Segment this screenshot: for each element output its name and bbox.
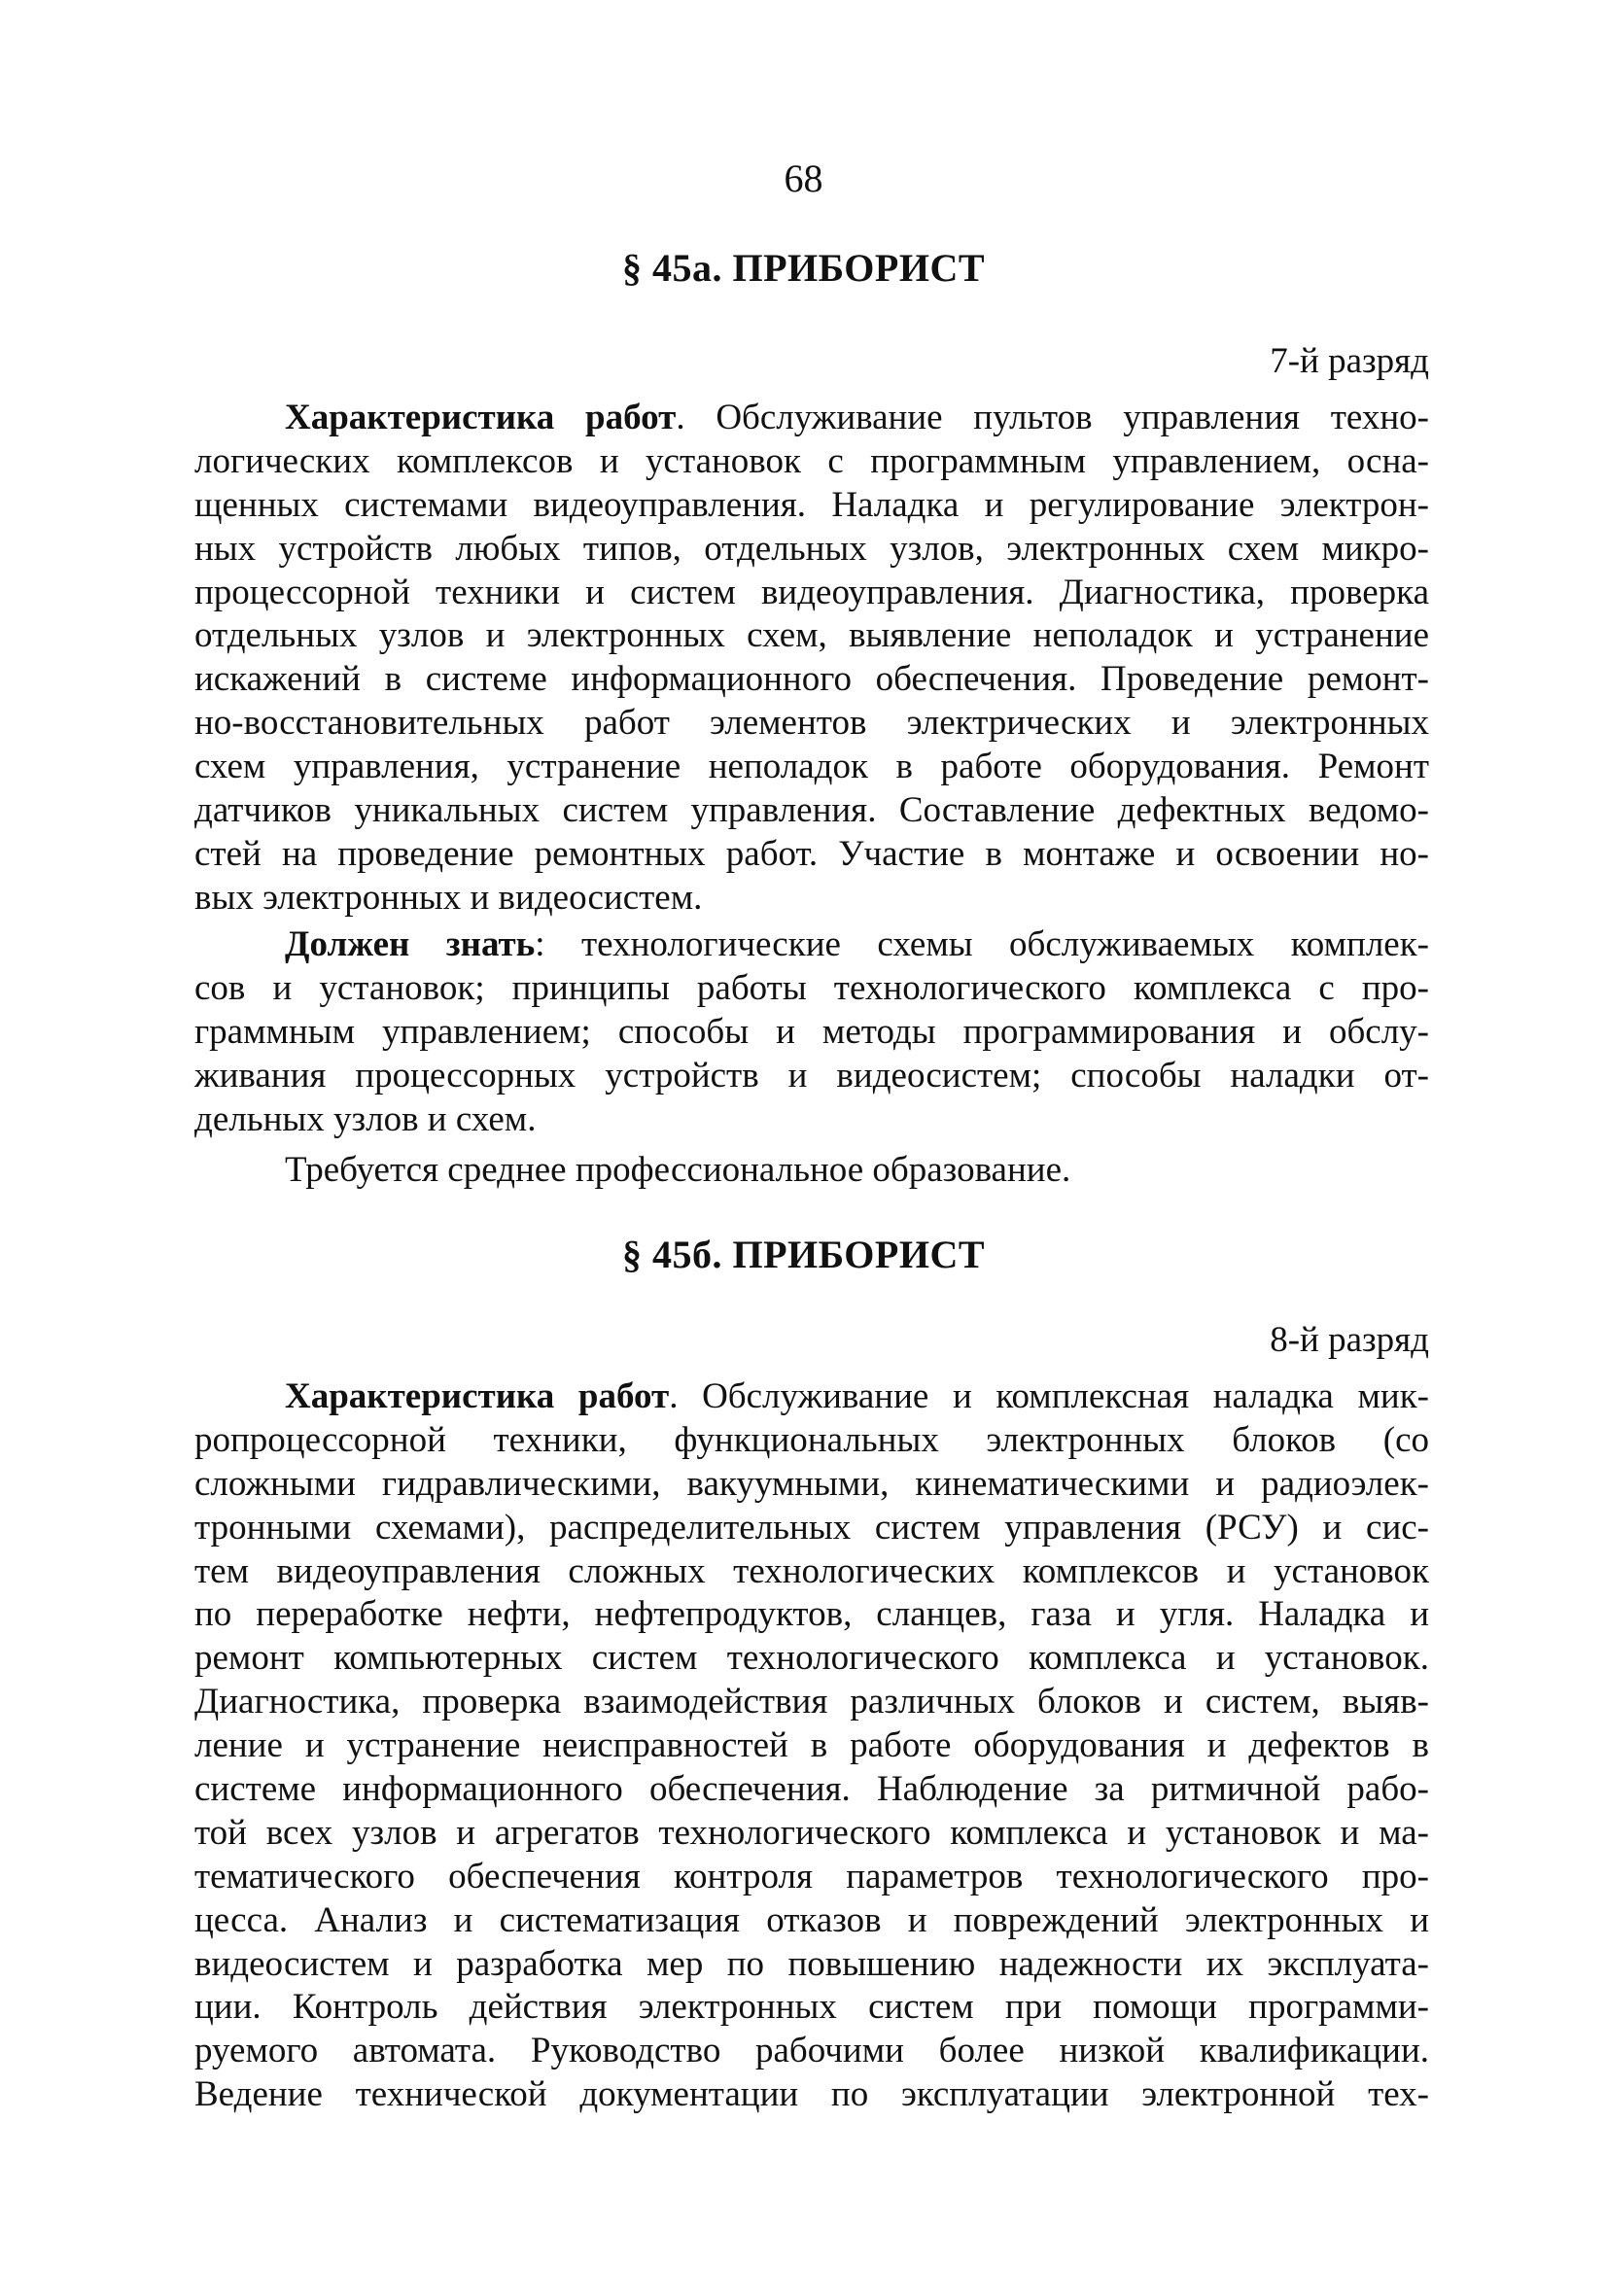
paragraph-line: сов и установок; принципы работы технологического комплекса с про- xyxy=(194,967,1429,1008)
paragraph-line: отдельных узлов и электронных схем, выявление неполадок и устранение xyxy=(194,615,1429,656)
paragraph-line: живания процессорных устройств и видеосистем; способы наладки от- xyxy=(194,1055,1429,1096)
paragraph-line: логических комплексов и установок с программным управлением, осна- xyxy=(194,440,1429,481)
paragraph-line: стей на проведение ремонтных работ. Участие в монтаже и освоении но- xyxy=(194,833,1429,874)
paragraph-line: процессорной техники и систем видеоуправления. Диагностика, проверка xyxy=(194,572,1429,612)
paragraph-lead: Характеристика работ xyxy=(285,1376,670,1416)
paragraph-line: видеосистем и разработка мер по повышению надежности их эксплуата- xyxy=(194,1943,1429,1984)
paragraph-line: датчиков уникальных систем управления. Составление дефектных ведомо- xyxy=(194,790,1429,831)
paragraph-must-know xyxy=(194,923,1429,1141)
page-number: 68 xyxy=(784,157,823,200)
paragraph-work-characteristics xyxy=(194,1375,1429,2117)
paragraph-line: дельных узлов и схем. xyxy=(194,1098,537,1139)
section-heading-45a: § 45а. ПРИБОРИСТ xyxy=(621,246,986,290)
paragraph-line: Ведение технической документации по эксплуатации электронной тех- xyxy=(194,2074,1429,2115)
paragraph-line: ных устройств любых типов, отдельных узлов, электронных схем микро- xyxy=(194,528,1429,569)
paragraph-line: системе информационного обеспечения. Наблюдение за ритмичной рабо- xyxy=(194,1769,1429,1810)
paragraph-line: той всех узлов и агрегатов технологического комплекса и установок и ма- xyxy=(194,1812,1429,1853)
paragraph-line: цесса. Анализ и систематизация отказов и повреждений электронных и xyxy=(194,1899,1429,1940)
grade-label: 8-й разряд xyxy=(1270,1320,1429,1360)
paragraph-line: щенных системами видеоуправления. Наладка и регулирование электрон- xyxy=(194,484,1429,525)
paragraph-education xyxy=(194,1149,1429,1193)
paragraph-line: сложными гидравлическими, вакуумными, кинематическими и радиоэлек- xyxy=(194,1463,1429,1504)
paragraph-line: граммным управлением; способы и методы программирования и обслу- xyxy=(194,1011,1429,1052)
paragraph-line: Характеристика работ. Обслуживание пультов управления техно- xyxy=(285,398,1429,437)
paragraph-line: тематического обеспечения контроля параметров технологического про- xyxy=(194,1856,1429,1896)
paragraph-lead: Должен знать xyxy=(285,924,536,964)
paragraph-line: но-восстановительных работ элементов электрических и электронных xyxy=(194,703,1429,744)
grade-label: 7-й разряд xyxy=(1270,341,1429,381)
paragraph-line: тем видеоуправления сложных технологических комплексов и установок xyxy=(194,1550,1429,1591)
paragraph-line: ропроцессорной техники, функциональных электронных блоков (со xyxy=(194,1419,1429,1460)
paragraph-line: Характеристика работ. Обслуживание и комплексная наладка мик- xyxy=(285,1376,1429,1416)
paragraph-line: искажений в системе информационного обеспечения. Проведение ремонт- xyxy=(194,659,1429,700)
paragraph-line: Диагностика, проверка взаимодействия различных блоков и систем, выяв- xyxy=(194,1682,1429,1722)
paragraph-line: Требуется среднее профессиональное образование. xyxy=(285,1150,1071,1190)
paragraph-line: схем управления, устранение неполадок в работе оборудования. Ремонт xyxy=(194,747,1429,787)
paragraph-work-characteristics xyxy=(194,397,1429,921)
paragraph-line: ции. Контроль действия электронных систем при помощи программи- xyxy=(194,1987,1429,2028)
paragraph-lead: Характеристика работ xyxy=(285,398,677,437)
paragraph-line: ремонт компьютерных систем технологического комплекса и установок. xyxy=(194,1638,1429,1679)
paragraph-line: ление и устранение неисправностей в работе оборудования и дефектов в xyxy=(194,1725,1429,1766)
paragraph-line: тронными схемами), распределительных систем управления (РСУ) и сис- xyxy=(194,1507,1429,1548)
paragraph-line: руемого автомата. Руководство рабочими более низкой квалификации. xyxy=(194,2031,1429,2071)
paragraph-line: по переработке нефти, нефтепродуктов, сланцев, газа и угля. Наладка и xyxy=(194,1594,1429,1635)
paragraph-line: вых электронных и видеосистем. xyxy=(194,877,703,918)
paragraph-line: Должен знать: технологические схемы обслуживаемых комплек- xyxy=(285,924,1429,964)
section-heading-45b: § 45б. ПРИБОРИСТ xyxy=(621,1233,986,1276)
